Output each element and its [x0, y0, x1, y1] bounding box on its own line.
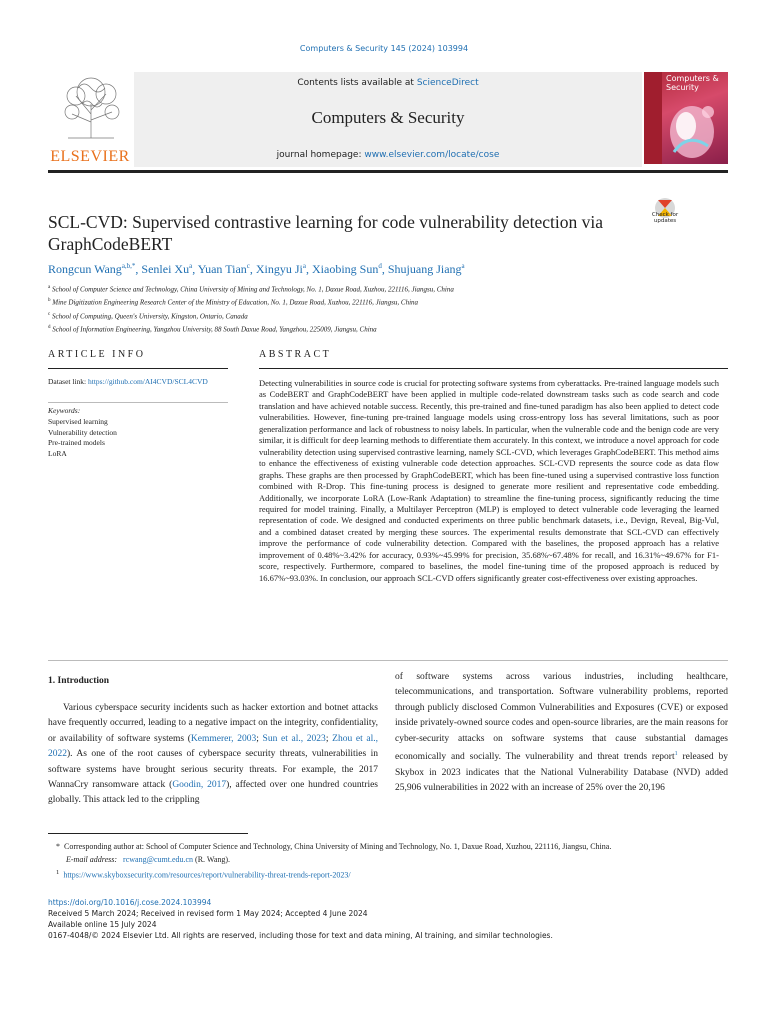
affiliation-item: [48, 282, 728, 295]
author-affil-mark[interactable]: c: [246, 262, 250, 270]
keywords-list: [48, 417, 228, 459]
author-name[interactable]: Xiaobing Sun: [312, 262, 379, 276]
affiliation-text: School of Computing, Queen's University, Kingston, Ontario, Canada: [51, 311, 248, 320]
author-affil-mark[interactable]: a: [189, 262, 193, 270]
elsevier-tree-icon: [62, 74, 120, 140]
affiliation-mark: b: [48, 298, 51, 304]
email-suffix: (R. Wang).: [195, 855, 231, 864]
received-dates: Received 5 March 2024; Received in revised form 1 May 2024; Accepted 4 June 2024: [48, 909, 368, 918]
journal-citation-link[interactable]: Computers & Security 145 (2024) 103994: [299, 44, 469, 53]
dataset-prefix: Dataset link:: [48, 377, 88, 386]
introduction-heading: 1. Introduction: [48, 676, 110, 686]
author-affil-mark[interactable]: d: [378, 262, 382, 270]
author-separator: ,: [306, 262, 313, 276]
author-name[interactable]: Xingyu Ji: [255, 262, 303, 276]
journal-banner: [48, 72, 728, 172]
citation-zhou[interactable]: Zhou et al., 2022: [48, 733, 379, 760]
affiliation-mark: d: [48, 324, 51, 330]
affiliation-list: [48, 282, 728, 335]
journal-info-box: [134, 72, 642, 167]
footnote-rule: [48, 833, 248, 834]
intro-right-text-1: of software systems across various industries, including healthcare, telecommunications, and transportation. Software vulnerability problems, reported through publicly disclosed Common Vulnerabilities and Exposures (CVE) or exposed inside privately-owned source codes and open-source libraries, are the main reasons for cyber-security attacks on software systems that cause substantial damages economically and socially. The vulnerability and threat trends report: [395, 672, 728, 763]
article-info-rule: [48, 368, 228, 369]
intro-text-1: Various cyberspace security incidents such as hacker extortion and botnet attacks have frequently occurred, leading to a negative impact on the integrity, confidentiality, or availability of software systems (: [48, 703, 378, 744]
article-info-heading: ARTICLE INFO: [48, 349, 146, 360]
article-metadata: [48, 897, 728, 941]
intro-text-3: ), affected over one hundred countries globally. This attack led to the crippling: [48, 780, 379, 806]
elsevier-logo[interactable]: [48, 72, 132, 164]
dataset-link-line: [48, 377, 228, 388]
footnote-ref-1[interactable]: 1: [674, 751, 678, 758]
citation-goodin[interactable]: Goodin, 2017: [172, 780, 227, 791]
author-affil-mark[interactable]: a: [461, 262, 465, 270]
available-online: Available online 15 July 2024: [48, 920, 157, 929]
header-rule: [48, 170, 728, 173]
journal-cover-image[interactable]: [644, 72, 728, 164]
paper-title: SCL-CVD: Supervised contrastive learning for code vulnerability detection via GraphCodeBERT: [48, 212, 603, 254]
cite-sep-1: ;: [256, 733, 263, 744]
check-for-updates-label[interactable]: Check for updates: [651, 212, 679, 224]
abstract-bottom-rule: [48, 660, 728, 661]
citation-kemmerer[interactable]: Kemmerer, 2003: [190, 733, 257, 744]
affiliation-text: School of Computer Science and Technology, China University of Mining and Technology, No. 1, Daxue Road, Xuzhou, 221116, Jiangsu, China: [51, 285, 454, 294]
dataset-link[interactable]: https://github.com/AI4CVD/SCL4CVD: [88, 377, 208, 386]
footnote-1: [48, 866, 728, 882]
keyword-item: Vulnerability detection: [48, 427, 117, 437]
intro-left-paragraph: [48, 701, 378, 809]
author-separator: ,: [192, 262, 198, 276]
email-label: E-mail address:: [66, 855, 118, 864]
affiliation-item: [48, 295, 728, 308]
sciencedirect-link[interactable]: ScienceDirect: [416, 78, 479, 88]
keywords-rule: [48, 402, 228, 403]
keyword-item: Supervised learning: [48, 417, 108, 426]
footnotes: [48, 840, 728, 882]
fn1-mark: 1: [56, 869, 60, 876]
author-affil-mark[interactable]: a: [302, 262, 307, 270]
abstract-heading: ABSTRACT: [259, 349, 332, 360]
intro-right-text-2: released by Skybox in 2023 indicates that the National Vulnerability Database (NVD) added 25,906 vulnerabilities in 2022 with an increase of 25% over the 20,196: [395, 752, 728, 793]
affiliation-mark: a: [48, 285, 51, 290]
intro-right-paragraph: [395, 670, 728, 796]
affiliation-item: [48, 322, 728, 335]
author-separator: ,: [249, 262, 256, 276]
contents-prefix: Contents lists available at: [297, 78, 417, 88]
citation-sun[interactable]: Sun et al., 2023: [262, 733, 326, 744]
affiliation-text: School of Information Engineering, Yangzhou University, 88 South Daxue Road, Yangzhou, 225009, Jiangsu, China: [52, 325, 377, 334]
author-list: [48, 262, 728, 277]
email-note: [48, 853, 728, 866]
corresponding-author-note: [48, 840, 728, 853]
author-affil-mark[interactable]: a,b,*: [121, 262, 136, 270]
author-name[interactable]: Shujuang Jiang: [387, 262, 462, 276]
doi-link[interactable]: https://doi.org/10.1016/j.cose.2024.103994: [48, 898, 212, 907]
skybox-report-link[interactable]: https://www.skyboxsecurity.com/resources/report/vulnerability-threat-trends-report-2023/: [63, 870, 351, 880]
journal-title[interactable]: Computers & Security: [311, 108, 465, 127]
corr-text: Corresponding author at: School of Computer Science and Technology, China University of Mining and Technology, No. 1, Daxue Road, Xuzhou, 221116, Jiangsu, China.: [64, 842, 612, 851]
author-name[interactable]: Rongcun Wang: [48, 262, 122, 276]
homepage-prefix: journal homepage:: [276, 150, 365, 160]
author-name[interactable]: Yuan Tian: [197, 262, 247, 276]
homepage-line: [134, 150, 642, 160]
contents-line: [134, 78, 642, 88]
author-separator: ,: [135, 262, 142, 276]
corr-mark: *: [56, 842, 60, 851]
cover-title: Computers & Security: [666, 74, 719, 92]
affiliation-mark: c: [48, 311, 51, 317]
abstract-text: Detecting vulnerabilities in source code is crucial for protecting software systems from cyberattacks. Pre-trained language models such as CodeBERT and GraphCodeBERT have been applied in multiple code-related downstream tasks such as code search and code translation and have achieved notable success. Recently, this pre-trained and fine-tuned paradigm has also been applied to detect code vulnerabilities. However, fine-tuning pre-trained language models using cross-entropy loss has several limitations, such as poor generalization performance and lack of robustness to noisy labels. In particular, when the vulnerable code and the benign code are very similar, it is difficult for deep learning methods to differentiate them accurately. In this context, we introduce a novel approach for code vulnerability detection using supervised contrastive learning, namely SCL-CVD, which leverages GraphCodeBERT. This method aims to enhance the effectiveness of existing vulnerable code detection approaches. SCL-CVD represents the source code as data flow graphs. These graphs are then processed by GraphCodeBERT, which has been fine-tuned using a supervised contrastive loss function combined with R-Drop. This fine-tuning process is designed to generate more resilient and representative code embedding. Additionally, we incorporate LoRA (Low-Rank Adaptation) to streamline the fine-tuning process, significantly reducing the time required for model training. Finally, a Multilayer Perceptron (MLP) is employed to detect vulnerable code leveraging the learned representation of code. We designed and conducted experiments on three public benchmark datasets, i.e., Devign, Reveal, Big-Vul, and a combined dataset created by merging these sources. The experimental results demonstrate that SCL-CVD can effectively improve the performance of code vulnerability detection. Compared with the baselines, the proposed approach has a relative improvement of 0.48%~3.42% for accuracy, 0.93%~45.99% for precision, 35.68%~67.48% for recall, and 16.31%~49.67% for F1-score, respectively. Furthermore, compared to baselines, the model fine-tuning time of the proposed approach is reduced by 16.67%~93.03%. In conclusion, our approach SCL-CVD offers significantly greater cost-effectiveness over existing approaches.: [259, 378, 719, 583]
intro-text-2: ). As one of the root causes of cyberspace security threats, vulnerabilities in software systems have brought serious security threats. For example, the 2017 WannaCry ransomware attack (: [48, 749, 378, 791]
homepage-link[interactable]: www.elsevier.com/locate/cose: [364, 150, 500, 160]
abstract-rule: [259, 368, 728, 369]
email-link[interactable]: rcwang@cumt.edu.cn: [123, 855, 194, 864]
affiliation-text: Mine Digitization Engineering Research Center of the Ministry of Education, No. 1, Daxue Road, Xuzhou, 221116, Jiangsu, China: [52, 298, 419, 307]
affiliation-item: [48, 309, 728, 322]
author-separator: ,: [381, 262, 388, 276]
publisher-name: ELSEVIER: [50, 148, 130, 165]
copyright-line: 0167-4048/© 2024 Elsevier Ltd. All rights are reserved, including those for text and data mining, AI training, and similar technologies.: [48, 931, 553, 940]
author-name[interactable]: Senlei Xu: [141, 262, 190, 276]
keyword-item: LoRA: [48, 448, 67, 458]
keywords-label: Keywords:: [48, 406, 81, 415]
keyword-item: Pre-trained models: [48, 438, 105, 447]
cite-sep-2: ;: [325, 733, 333, 744]
